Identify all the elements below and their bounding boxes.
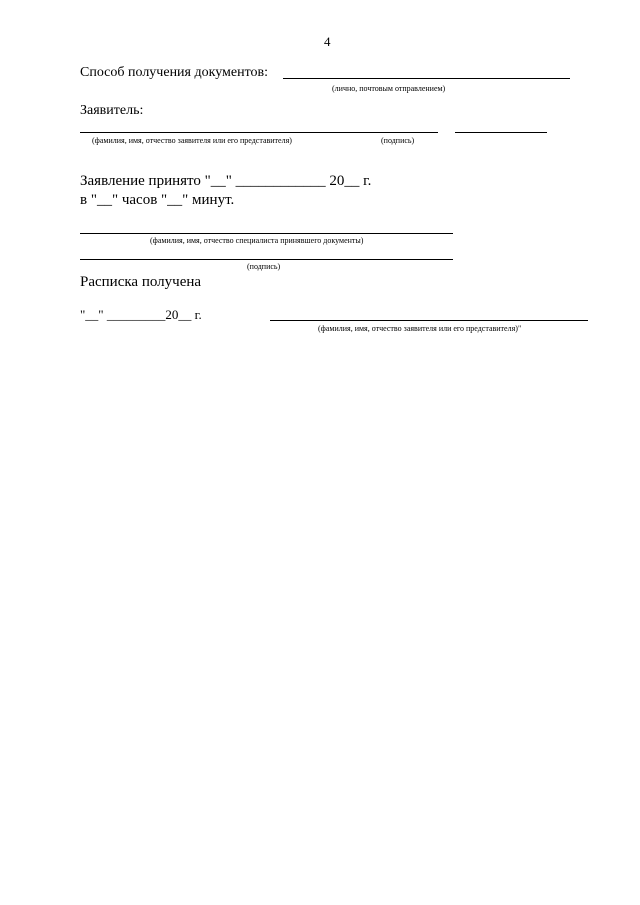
acceptance-time-text: в "__" часов "__" минут.	[80, 192, 235, 208]
page-number: 4	[324, 34, 331, 49]
receipt-title: Расписка получена	[80, 274, 202, 290]
receipt-date: "__" _________20__ г.	[80, 307, 202, 322]
applicant-signature-line	[455, 132, 547, 133]
specialist-signature-caption: (подпись)	[247, 262, 281, 271]
specialist-signature-line	[80, 259, 453, 260]
applicant-name-caption: (фамилия, имя, отчество заявителя или его представителя)	[92, 136, 292, 145]
delivery-method-line	[283, 78, 570, 79]
applicant-label: Заявитель:	[80, 103, 144, 118]
applicant-name-line	[80, 132, 438, 133]
receipt-name-line	[270, 320, 588, 321]
specialist-name-caption: (фамилия, имя, отчество специалиста принявшего документы)	[150, 236, 364, 245]
receipt-name-caption: (фамилия, имя, отчество заявителя или его представителя)"	[318, 324, 522, 333]
specialist-name-line	[80, 233, 453, 234]
delivery-method-caption: (лично, почтовым отправлением)	[332, 84, 446, 93]
delivery-method-label: Способ получения документов:	[80, 65, 269, 80]
acceptance-date-text: Заявление принято "__" ____________ 20__ г.	[80, 173, 372, 189]
applicant-signature-caption: (подпись)	[381, 136, 415, 145]
